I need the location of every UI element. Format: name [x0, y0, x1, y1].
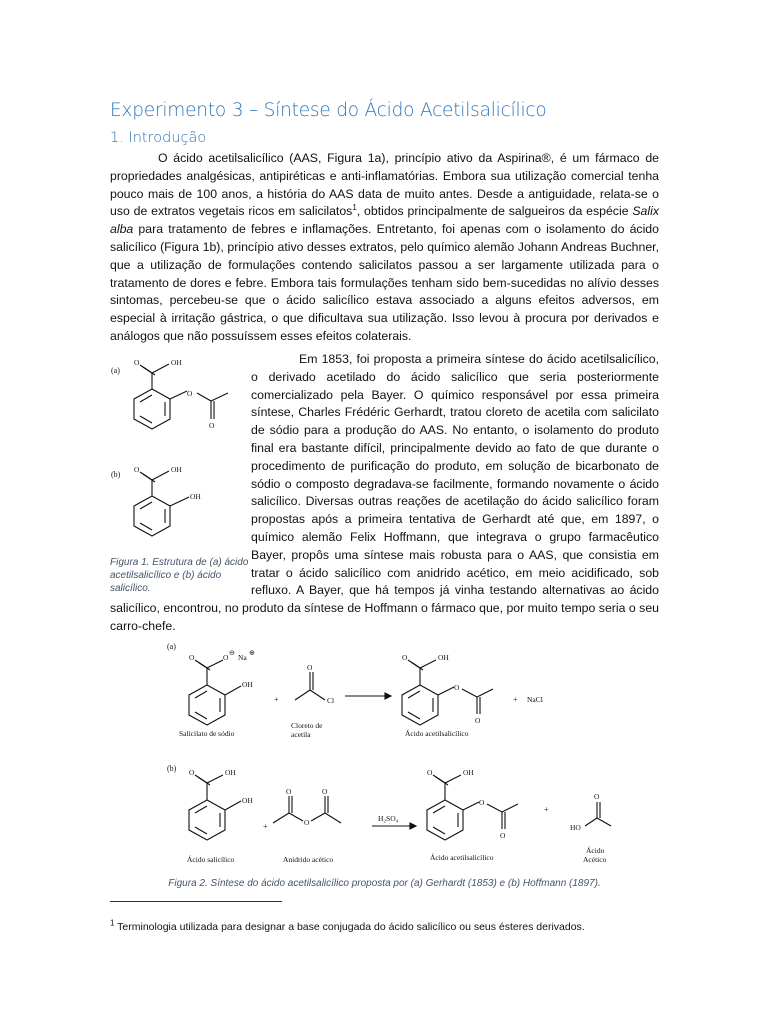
svg-text:O: O — [189, 653, 195, 662]
acetyl-chloride-label-2: acetila — [291, 730, 311, 739]
svg-text:O: O — [304, 818, 310, 827]
intro-paragraph — [110, 150, 659, 346]
oh-label: OH — [438, 653, 449, 662]
figure-2-scheme — [165, 640, 635, 875]
ho-label: HO — [570, 823, 581, 832]
svg-text:O: O — [322, 787, 328, 796]
oh-label: OH — [242, 796, 253, 805]
svg-text:O: O — [500, 831, 506, 840]
figure-2 — [165, 640, 635, 875]
minus-charge: ⊖ — [229, 649, 235, 657]
footnote-text: Terminologia utilizada para designar a base conjugada do ácido salicílico ou seus ésteres derivados. — [114, 921, 585, 933]
product-label-a: Ácido acetilsalicílico — [405, 729, 469, 738]
svg-text:O: O — [427, 768, 433, 777]
oh-label: OH — [171, 465, 182, 474]
oh-label: OH — [225, 768, 236, 777]
footnote-ref[interactable]: 1 — [352, 203, 357, 213]
figure-1-label-a: (a) — [111, 366, 120, 375]
o-minus-label: O — [223, 653, 229, 662]
figure-1-structures — [107, 351, 252, 556]
product-label-b: Ácido acetilsalicílico — [430, 853, 494, 862]
oh-label: OH — [171, 358, 182, 367]
svg-text:O: O — [479, 798, 485, 807]
figure-1-caption: Figura 1. Estrutura de (a) ácido acetilsalicílico e (b) ácido salicílico. — [110, 557, 249, 594]
svg-text:O: O — [187, 389, 193, 398]
intro-text-b: , obtidos principalmente de salgueiros da espécie — [356, 204, 633, 219]
plus-sign: + — [513, 695, 518, 704]
salicylic-label: Ácido salicílico — [187, 855, 235, 864]
nacl-label: NaCl — [527, 695, 543, 704]
svg-text:O: O — [594, 792, 600, 801]
oh-label: OH — [242, 680, 253, 689]
acetic-acid-label-2: Acético — [583, 855, 607, 864]
plus-sign: + — [274, 695, 279, 704]
footnote-divider — [110, 901, 282, 902]
svg-text:O: O — [475, 716, 481, 725]
figure-2-caption: Figura 2. Síntese do ácido acetilsalicílico proposta por (a) Gerhardt (1853) e (b) Hoffmann (1897). — [168, 878, 601, 889]
sodium-label: Na — [238, 653, 247, 662]
svg-text:O: O — [454, 683, 460, 692]
footnote — [110, 918, 585, 933]
salicylate-label: Salicilato de sódio — [179, 729, 235, 738]
svg-text:O: O — [189, 768, 195, 777]
plus-charge: ⊕ — [249, 649, 255, 657]
history-text: Em 1853, foi proposta a primeira síntese do ácido acetilsalicílico, o derivado acetilado do ácido salicílico que seria posteriormente comercializado pela Bayer. O químico responsável por essa primeira síntese, Charles Frédéric Gerhardt, tratou cloreto de acetila com salicilato de sódio para a produção do AAS. No entanto, o isolamento do produto final era bastante difícil, principalmente devido ao fato de que durante o procedimento de purificação do produto, em solução de bicarbonato de sódio o composto degradava-se facilmente, formando novamente o ácido salicílico. Diversas outras reações de acetilação do ácido salicílico foram propostas após a primeira tentativa de Gerhardt até que, em 1897, o químico alemão Felix Hoffmann, que integrava o grupo farmacêutico Bayer, propôs uma síntese mais robusta para o AAS, que consistia em tratar o ácido salicílico com anidrido acético, em meio acidificado, sob refluxo. A Bayer, que há tempos já vinha testando alternativas ao ácido salicílico, encontrou, no produto da síntese de Hoffmann o fármaco que, por muito tempo seria o seu carro-chefe. — [110, 352, 659, 633]
svg-text:O: O — [402, 653, 408, 662]
plus-sign: + — [263, 822, 268, 831]
intro-text-c: para tratamento de febres e inflamações. Entretanto, foi apenas com o isolamento do ácido salicílico (Figura 1b), princípio ativo desses extratos, pelo químico alemão Johann Andreas Buchner, que a utilização de formulações contendo salicilatos passou a ser largamente utilizada para o tratamento de dores e febre. Embora tais formulações tenham sido bem-sucedidas no alívio desses sintomas, percebeu-se que o ácido salicílico estava associado a alguns efeitos adversos, em especial à irritação gástrica, o que dificultava sua utilização. Isso levou à procura por derivados e análogos que não possuíssem esses efeitos colaterais. — [110, 222, 659, 343]
svg-text:O: O — [134, 358, 140, 367]
svg-text:O: O — [134, 465, 140, 474]
oh-label: OH — [190, 492, 201, 501]
plus-sign: + — [544, 805, 549, 814]
figure-2-label-b: (b) — [167, 764, 177, 773]
oh-label: OH — [463, 768, 474, 777]
section-heading: 1. Introdução — [110, 130, 207, 146]
species-name: Salix alba — [110, 204, 660, 237]
svg-text:O: O — [286, 787, 292, 796]
page-title: Experimento 3 – Síntese do Ácido Acetilsalicílico — [110, 100, 547, 121]
figure-1 — [107, 351, 252, 591]
acetic-acid-label-1: Ácido — [586, 846, 605, 855]
chlorine-label: Cl — [327, 696, 335, 705]
anhydride-label: Anidrido acético — [283, 855, 334, 864]
intro-text-a: O ácido acetilsalicílico (AAS, Figura 1a), princípio ativo da Aspirina®, é um fármaco de propriedades analgésicas, antipiréticas e anti-inflamatórias. Embora sua utilização comercial tenha pouco mais de 100 anos, a história do AAS data de muito antes. Desde a antiguidade, relata-se o uso de extratos vegetais ricos em salicilatos — [110, 151, 659, 219]
figure-2-label-a: (a) — [167, 642, 176, 651]
figure-1-label-b: (b) — [111, 470, 121, 479]
reagent-label: H₂SO₄ — [378, 814, 399, 823]
svg-text:O: O — [307, 663, 313, 672]
acetyl-chloride-label-1: Cloreto de — [291, 721, 323, 730]
svg-text:O: O — [209, 421, 215, 430]
footnote-mark: 1 — [110, 918, 115, 928]
